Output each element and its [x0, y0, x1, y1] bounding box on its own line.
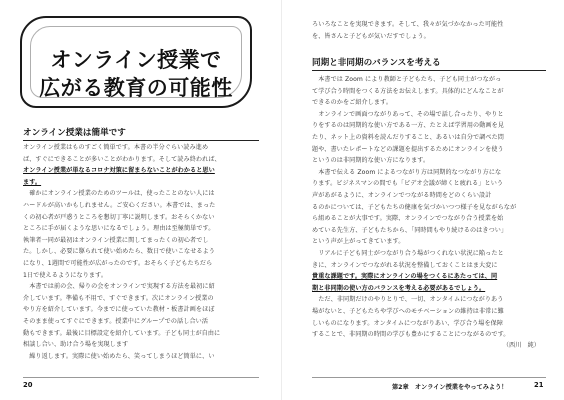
text-line: を、皆さんと子どもが気いだすでしょう。	[312, 32, 430, 40]
text-line: めている先生方、子どもたちから、「同時間もやり続けるのはきつい」	[312, 226, 508, 234]
section-heading-easy: オンライン授業は簡単です	[23, 128, 126, 138]
footer-rule-right	[312, 377, 546, 378]
text-line: というのは非同期的な使い方になります。	[312, 157, 430, 165]
text-line: 介しています。準備も不用で、すぐできます。次にオンライン授業の	[23, 294, 214, 302]
text-line: ます。	[23, 178, 42, 186]
text-line: たり、ネット上の資料を読んだりすること、あるいは自分で調べた問	[312, 134, 505, 141]
text-line: することで、非同期の時間の学びも豊かにすることにつながるのです。	[312, 331, 510, 339]
text-line: やり方を紹介しています。今までに使っていた教材・板書計画をほぼ	[23, 306, 215, 314]
section-heading-sync: 同期と非同期のバランスを考える	[312, 58, 441, 68]
text-line: リアルに子ども同士がつながり合う場がつくれない状況に陥ったと	[312, 250, 504, 257]
text-line: ば、すぐにできることが多いことがわかります。そして読み終われば、	[23, 155, 221, 163]
text-line: るのかについては、子どもたちの健康を気づかいつつ様子を見ながらなが	[312, 203, 517, 211]
text-line: ろいろなことを実現できます。そして、我々が気づかなかった可能性	[312, 21, 504, 28]
text-line: オンライン授業が単なるコロナ対策に留まらないことがわかると思い	[23, 167, 215, 175]
text-line: 執筆者一同が最初はオンライン授業に関してまったくの初心者でし	[23, 236, 209, 244]
text-line: ります。ビジネスマンの間でも「ビデオ会議が締くと疲れる」という	[312, 180, 504, 188]
text-line: 題や、書いたレポートなどの課題を提出するためにオンラインを使う	[312, 145, 504, 153]
text-line: オンライン授業はものすごく簡単です。本書の半分ぐらい読み進め	[23, 144, 209, 151]
text-line: ところに手が届くような思いになるでしょう。理由は至極簡単です。	[23, 225, 215, 233]
text-line: りをするのは同期的な使い方である一方、たとえば学習用の動画を見	[312, 122, 505, 130]
text-line: 場がないと、子どもたちや学びへのモチベーションの維持は非常に難	[312, 308, 504, 315]
text-line: きに、オンラインでつながれる状況を整備しておくことはま大変に	[312, 261, 498, 269]
chapter-title-box	[20, 16, 252, 108]
page-number-right: 21	[534, 381, 544, 389]
text-line: ハードルが高いかもしれません。ご安心ください。本書では、まった	[23, 202, 216, 209]
text-line: 繰り返します。実際に使い始めたら、笑ってしまうほど簡単に、い	[23, 352, 215, 360]
text-line: 声があがるように、オンラインでつながる時間をどのくらい設計	[312, 192, 492, 199]
text-line: 1日で使えるようになります。	[23, 271, 108, 279]
section-heading-rule	[23, 140, 259, 141]
text-line: 動もできます。最後に目標設定を紹介しています。子ども同士が自由に	[23, 329, 221, 337]
text-line: 期と非同期の使い方のバランスを考える必要があるでしょう。	[312, 284, 486, 292]
text-line: ただ、非同期だけのやりとりで、一切、オンタイムにつながりあう	[312, 296, 504, 304]
page-number-left: 20	[23, 381, 33, 389]
text-line: 確かにオンライン授業のためのツールは、使ったことのない人には	[23, 190, 215, 198]
text-line: て学び合う時間をつくる方法をお伝えします。具体的にどんなことが	[312, 87, 504, 95]
footer-rule-left	[23, 377, 259, 378]
text-line: 本書では Zoom により教師と子どもたち、子ども同士がつながっ	[312, 76, 502, 83]
text-line: 貴重な課題です。実際にオンラインの場をつくるにあたっては、同	[312, 273, 498, 281]
text-line: しいものになります。オンタイムにつながりあい、学び合う場を保障	[312, 319, 504, 327]
text-line: 本書で伝える Zoom によるつながり方は同期的なつながり方にな	[312, 168, 502, 176]
right-page	[282, 0, 564, 400]
text-line: できるのかをご紹介します。	[312, 99, 393, 107]
text-line: ら組めることが大事です。実際、オンラインでつながり合う授業を始	[312, 215, 504, 223]
chapter-title-line-2: 広がる教育の可能性	[39, 76, 233, 100]
section-heading-rule	[312, 70, 546, 71]
text-line: になり、1週間で可能性が広がったのです。おそらく子どもたちだら	[23, 260, 213, 267]
author-credit: （西川 純）	[502, 342, 540, 349]
text-line: そのまま使ってすぐにできます。授業中にグループでの話し合い活	[23, 318, 209, 325]
text-line: くの初心者が戸惑うところを懇切丁寧に説明します。おそらくかない	[23, 213, 215, 221]
text-line: 本書では前の会、帰りの会をオンラインで実現する方法を最初に紹	[23, 283, 215, 291]
text-line: 相談し合い、助け合う場を実現します	[23, 341, 129, 349]
running-footer-chapter: 第2章 オンライン授業をやってみよう！	[392, 384, 508, 391]
text-line: た。しかし、必要に駆られて使い始めたら、数日で使いこなせるよう	[23, 248, 216, 256]
text-line: オンラインで画面つながりあって、その場で話し合ったり、やりと	[312, 110, 504, 118]
chapter-title-line-1: オンライン授業で	[50, 48, 222, 72]
text-line: という声が上がってきています。	[312, 238, 405, 246]
